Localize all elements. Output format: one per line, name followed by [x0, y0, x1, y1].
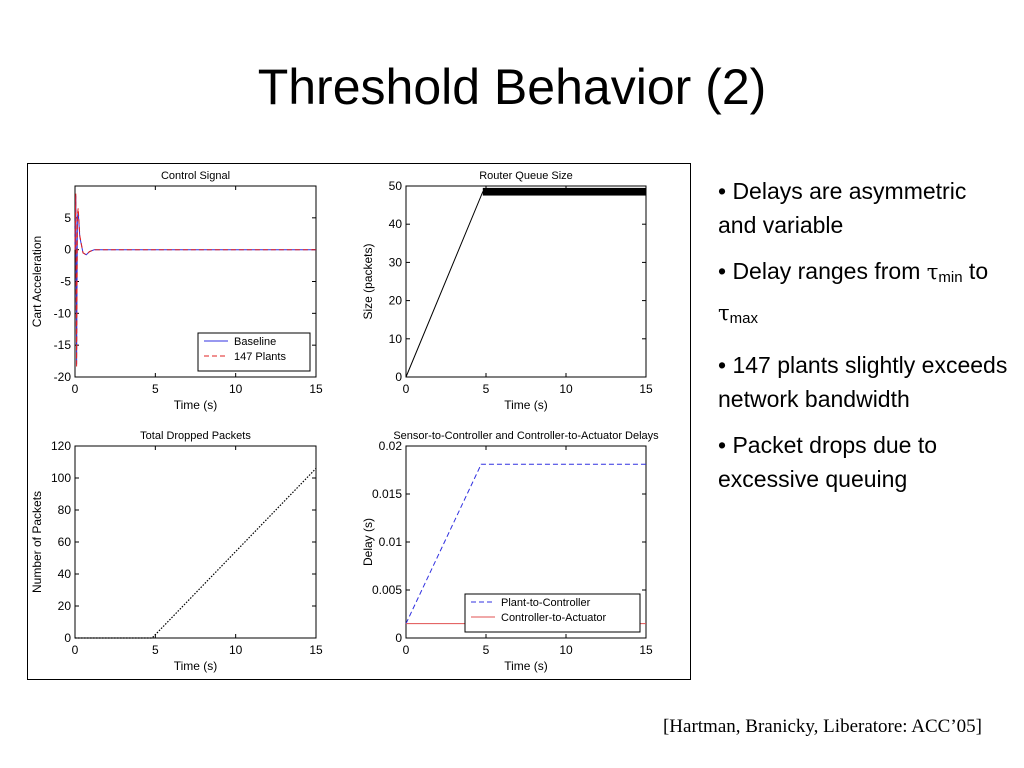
tau-min-subscript: min: [938, 269, 963, 286]
x-tick-label: 5: [482, 643, 490, 657]
y-tick-label: 120: [50, 439, 71, 453]
y-tick-label: 0.005: [371, 583, 402, 597]
bullet-delay-range: [718, 254, 1008, 336]
y-axis-label-4: Delay (s): [361, 517, 375, 567]
x-tick-label: 15: [309, 382, 323, 396]
figure-panel: [27, 163, 691, 680]
x-axis-label-4: Time (s): [504, 659, 548, 673]
y-tick-label: 40: [57, 567, 71, 581]
y-tick-label: 20: [388, 293, 402, 308]
y-tick-label: 80: [57, 503, 71, 517]
legend-label: Plant-to-Controller: [501, 597, 591, 609]
tau-max-subscript: max: [729, 310, 758, 327]
y-tick-label: 0: [64, 242, 71, 257]
y-tick-label: -5: [60, 274, 71, 289]
plot-area-2: [406, 186, 646, 377]
chart-title-2: Router Queue Size: [479, 170, 573, 182]
tau-max-symbol: τ: [718, 301, 730, 325]
y-tick-label: -15: [53, 338, 71, 353]
y-tick-label: 50: [388, 179, 402, 193]
y-tick-label: 40: [388, 217, 402, 232]
tau-min-symbol: τ: [926, 260, 939, 284]
x-tick-label: 10: [559, 643, 573, 657]
y-tick-label: 60: [57, 535, 71, 549]
x-tick-label: 15: [309, 643, 323, 657]
bullet-delay-range-prefix: • Delay ranges from: [718, 258, 921, 284]
y-tick-label: 0.02: [378, 439, 402, 453]
y-axis-label-2: Size (packets): [361, 243, 375, 320]
x-axis-label-2: Time (s): [504, 398, 548, 412]
x-tick-label: 5: [151, 643, 159, 657]
chart-title-1: Control Signal: [160, 170, 231, 182]
x-tick-label: 15: [639, 643, 653, 657]
y-tick-label: 100: [50, 471, 71, 485]
chart-title-4: Sensor-to-Controller and Controller-to-Actuator Delays: [393, 430, 659, 442]
x-tick-label: 10: [559, 382, 573, 396]
x-tick-label: 10: [228, 643, 243, 657]
y-tick-label: 10: [388, 331, 402, 346]
y-tick-label: 0: [64, 631, 71, 645]
citation: [Hartman, Branicky, Liberatore: ACC’05]: [662, 716, 982, 737]
y-tick-label: 30: [388, 255, 402, 270]
y-tick-label: 20: [57, 599, 71, 613]
y-tick-label: -20: [53, 370, 71, 384]
y-tick-label: 0: [395, 631, 402, 645]
legend-label: Controller-to-Actuator: [501, 612, 607, 624]
plot-area-3: [75, 446, 316, 638]
x-axis-label-3: Time (s): [173, 659, 218, 673]
bullet-list: [718, 174, 1008, 508]
x-tick-label: 15: [639, 382, 653, 396]
y-tick-label: 0.015: [371, 487, 402, 501]
x-tick-label: 10: [228, 382, 243, 396]
bullet-packet-drops: • Packet drops due to excessive queuing: [718, 432, 938, 492]
x-axis-label-1: Time (s): [173, 398, 218, 412]
bullet-delays-asymmetric: • Delays are asymmetric and variable: [718, 178, 967, 238]
x-tick-label: 0: [402, 643, 410, 657]
y-tick-label: 0.01: [378, 535, 402, 549]
y-axis-label-3: Number of Packets: [30, 490, 44, 594]
x-tick-label: 5: [482, 382, 490, 396]
x-tick-label: 5: [151, 382, 159, 396]
figure-svg: [28, 164, 690, 679]
x-tick-label: 0: [71, 382, 79, 396]
slide-title: Threshold Behavior (2): [257, 59, 767, 115]
x-tick-label: 0: [71, 643, 79, 657]
y-tick-label: -10: [53, 306, 71, 321]
x-tick-label: 0: [402, 382, 410, 396]
y-axis-label-1: Cart Acceleration: [30, 235, 44, 328]
bullet-147-plants: • 147 plants slightly exceeds network bandwidth: [718, 352, 1008, 412]
legend-label: 147 Plants: [234, 351, 286, 363]
legend-label: Baseline: [234, 336, 277, 348]
y-tick-label: 5: [64, 210, 71, 225]
y-tick-label: 0: [395, 370, 402, 384]
chart-title-3: Total Dropped Packets: [140, 430, 251, 442]
bullet-delay-range-to: to: [962, 258, 989, 284]
